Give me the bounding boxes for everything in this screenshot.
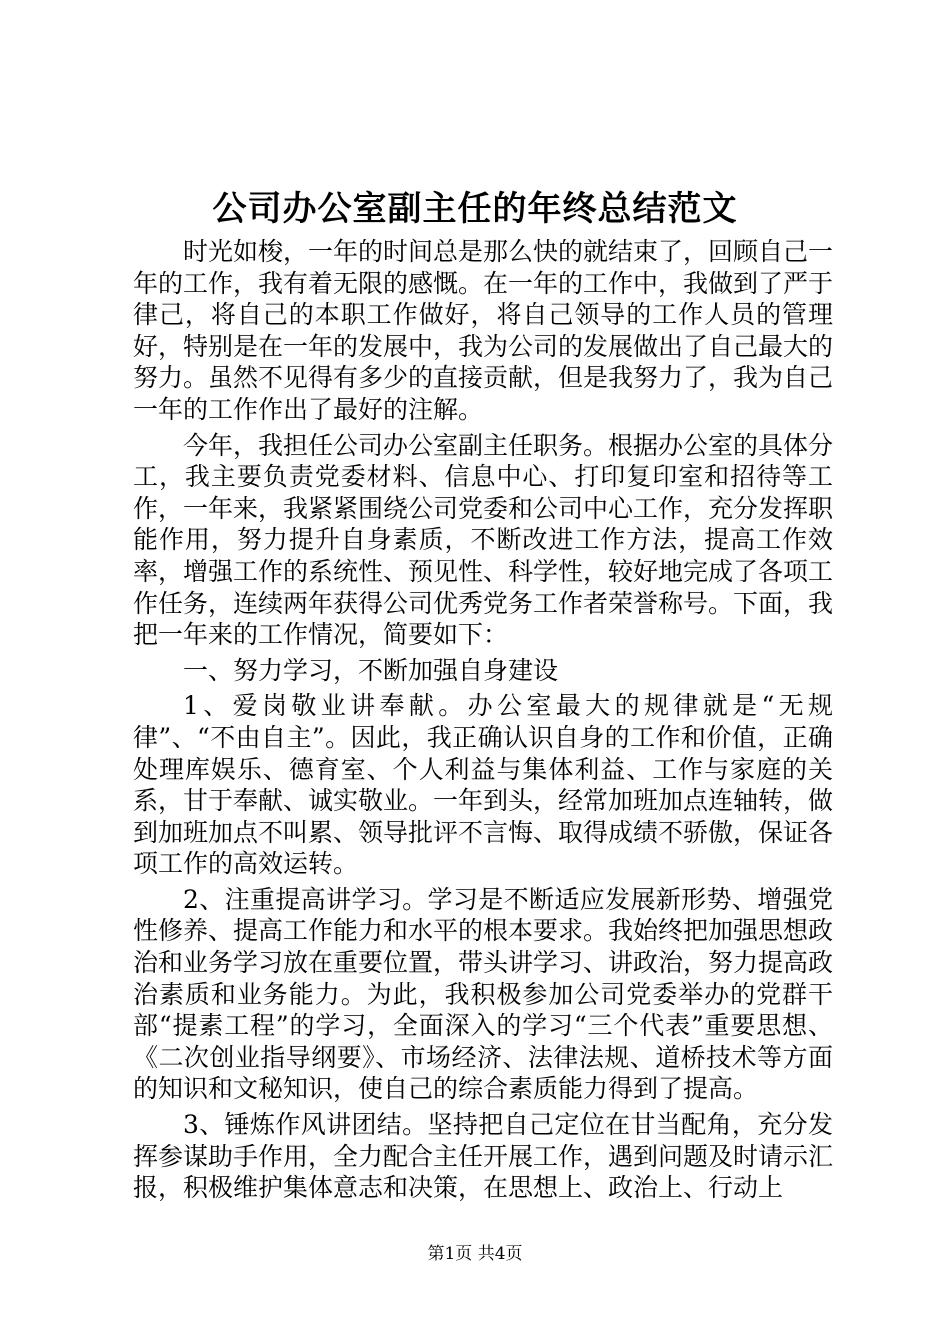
page-number-footer: 第1页 共4页: [427, 1244, 523, 1264]
document-title: 公司办公室副主任的年终总结范文: [212, 189, 738, 229]
paragraph-item-2: 2、注重提高讲学习。学习是不断适应发展新形势、增强党性修养、提高工作能力和水平的根本要求。我始终把加强思想政治和业务学习放在重要位置，带头讲学习、讲政治，努力提高政治素质和业务能力。为此，我积极参加公司党委举办的党群干部“提素工程”的学习，全面深入的学习“三个代表”重要思想、《二次创业指导纲要》、市场经济、法律法规、道桥技术等方面的知识和文秘知识，使自己的综合素质能力得到了提高。: [133, 884, 834, 1104]
paragraph-intro: 时光如梭，一年的时间总是那么快的就结束了，回顾自己一年的工作，我有着无限的感慨。在一年的工作中，我做到了严于律己，将自己的本职工作做好，将自己领导的工作人员的管理好，特别是在一年的发展中，我为公司的发展做出了自己最大的努力。虽然不见得有多少的直接贡献，但是我努力了，我为自己一年的工作作出了最好的注解。: [133, 237, 834, 424]
paragraph-item-1: 1、爱岗敬业讲奉献。办公室最大的规律就是“无规律”、“不由自主”。因此，我正确认识自身的工作和价值，正确处理库娱乐、德育室、个人利益与集体利益、工作与家庭的关系，甘于奉献、诚实敬业。一年到头，经常加班加点连轴转，做到加班加点不叫累、领导批评不言悔、取得成绩不骄傲，保证各项工作的高效运转。: [133, 691, 834, 879]
paragraph-overview: 今年，我担任公司办公室副主任职务。根据办公室的具体分工，我主要负责党委材料、信息中心、打印复印室和招待等工作，一年来，我紧紧围绕公司党委和公司中心工作，充分发挥职能作用，努力提升自身素质，不断改进工作方法，提高工作效率，增强工作的系统性、预见性、科学性，较好地完成了各项工作任务，连续两年获得公司优秀党务工作者荣誉称号。下面，我把一年来的工作情况，简要如下：: [133, 430, 834, 650]
paragraph-item-3: 3、锤炼作风讲团结。坚持把自己定位在甘当配角，充分发挥参谋助手作用，全力配合主任开展工作，遇到问题及时请示汇报，积极维护集体意志和决策，在思想上、政治上、行动上: [133, 1110, 834, 1203]
document-body: [133, 236, 833, 1208]
section-heading: 一、努力学习，不断加强自身建设: [183, 655, 559, 685]
